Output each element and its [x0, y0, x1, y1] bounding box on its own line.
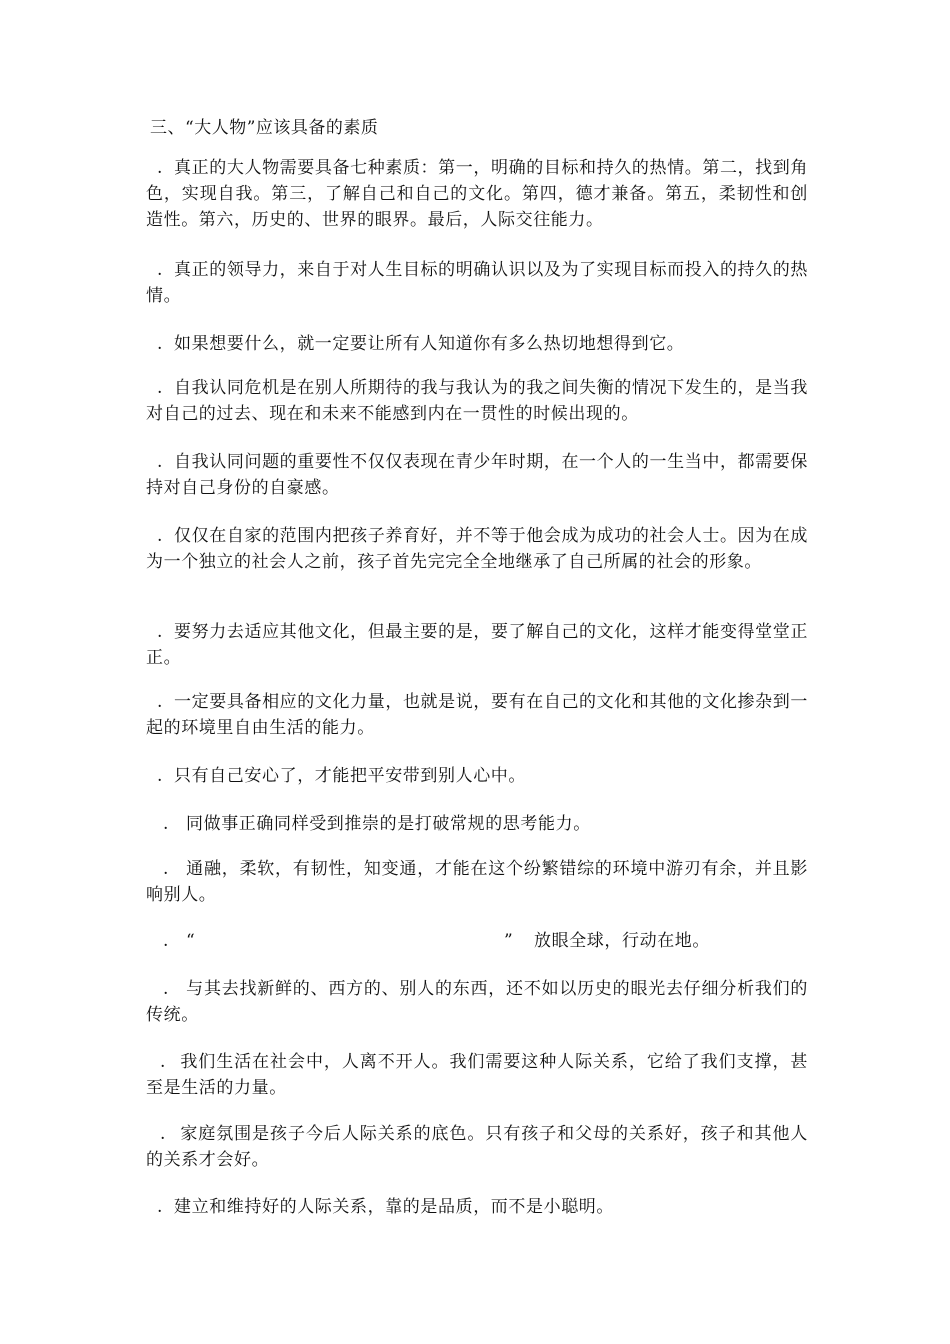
- right-quote-mark: ”: [504, 931, 514, 951]
- bullet-dot: .: [156, 526, 163, 546]
- paragraph-8: [146, 689, 808, 741]
- paragraph-text: 真正的领导力，来自于对人生目标的明确认识以及为了实现目标而投入的持久的热情。: [146, 260, 808, 306]
- paragraph-text: 家庭氛围是孩子今后人际关系的底色。只有孩子和父母的关系好，孩子和其他人的关系才会好。: [146, 1124, 808, 1170]
- paragraph-text: 要努力去适应其他文化，但最主要的是，要了解自己的文化，这样才能变得堂堂正正。: [146, 622, 808, 668]
- bullet-dot: .: [162, 814, 169, 834]
- quote-text: 放眼全球，行动在地。: [534, 931, 710, 951]
- paragraph-text: 一定要具备相应的文化力量，也就是说，要有在自己的文化和其他的文化掺杂到一起的环境里自由生活的能力。: [146, 692, 808, 738]
- bullet-dot: .: [156, 378, 163, 398]
- paragraph-text: 自我认同问题的重要性不仅仅表现在青少年时期，在一个人的一生当中，都需要保持对自己身份的自豪感。: [146, 452, 808, 498]
- bullet-dot: .: [156, 692, 163, 712]
- quote-paragraph: [146, 928, 808, 954]
- paragraph-10: [146, 811, 808, 837]
- bullet-dot: .: [156, 622, 163, 642]
- bullet-dot: .: [156, 158, 163, 178]
- paragraph-3: [146, 331, 808, 357]
- left-quote-mark: “: [186, 931, 196, 951]
- bullet-dot: .: [156, 766, 163, 786]
- section-heading: 三、“大人物”应该具备的素质: [150, 118, 379, 138]
- paragraph-text: 真正的大人物需要具备七种素质：第一，明确的目标和持久的热情。第二，找到角色，实现自我。第三，了解自己和自己的文化。第四，德才兼备。第五，柔韧性和创造性。第六，历史的、世界的眼界。最后，人际交往能力。: [146, 158, 808, 230]
- paragraph-4: [146, 375, 808, 427]
- paragraph-15: [146, 1194, 808, 1220]
- paragraph-12: [146, 976, 808, 1028]
- bullet-dot: .: [162, 979, 169, 999]
- paragraph-5: [146, 449, 808, 501]
- paragraph-text: 自我认同危机是在别人所期待的我与我认为的我之间失衡的情况下发生的，是当我对自己的过去、现在和未来不能感到内在一贯性的时候出现的。: [146, 378, 808, 424]
- paragraph-13: [146, 1049, 808, 1101]
- bullet-dot: .: [159, 1124, 166, 1144]
- paragraph-9: [146, 763, 808, 789]
- paragraph-11: [146, 856, 808, 908]
- paragraph-text: 只有自己安心了，才能把平安带到别人心中。: [174, 766, 526, 786]
- paragraph-1: [146, 155, 808, 233]
- bullet-dot: .: [162, 859, 169, 879]
- paragraph-text: 如果想要什么，就一定要让所有人知道你有多么热切地想得到它。: [174, 334, 685, 354]
- bullet-dot: .: [159, 1052, 166, 1072]
- paragraph-2: [146, 257, 808, 309]
- paragraph-text: 与其去找新鲜的、西方的、别人的东西，还不如以历史的眼光去仔细分析我们的传统。: [146, 979, 808, 1025]
- paragraph-14: [146, 1121, 808, 1173]
- paragraph-text: 建立和维持好的人际关系，靠的是品质，而不是小聪明。: [174, 1197, 614, 1217]
- bullet-dot: .: [156, 334, 163, 354]
- bullet-dot: .: [156, 1197, 163, 1217]
- bullet-dot: .: [156, 260, 163, 280]
- bullet-dot: .: [156, 452, 163, 472]
- bullet-dot: .: [162, 931, 169, 951]
- paragraph-7: [146, 619, 808, 671]
- paragraph-text: 仅仅在自家的范围内把孩子养育好，并不等于他会成为成功的社会人士。因为在成为一个独立的社会人之前，孩子首先完完全全地继承了自己所属的社会的形象。: [146, 526, 808, 572]
- paragraph-text: 通融，柔软，有韧性，知变通，才能在这个纷繁错综的环境中游刃有余，并且影响别人。: [146, 859, 808, 905]
- paragraph-6: [146, 523, 808, 575]
- paragraph-text: 我们生活在社会中，人离不开人。我们需要这种人际关系，它给了我们支撑，甚至是生活的力量。: [146, 1052, 808, 1098]
- paragraph-text: 同做事正确同样受到推崇的是打破常规的思考能力。: [186, 814, 591, 834]
